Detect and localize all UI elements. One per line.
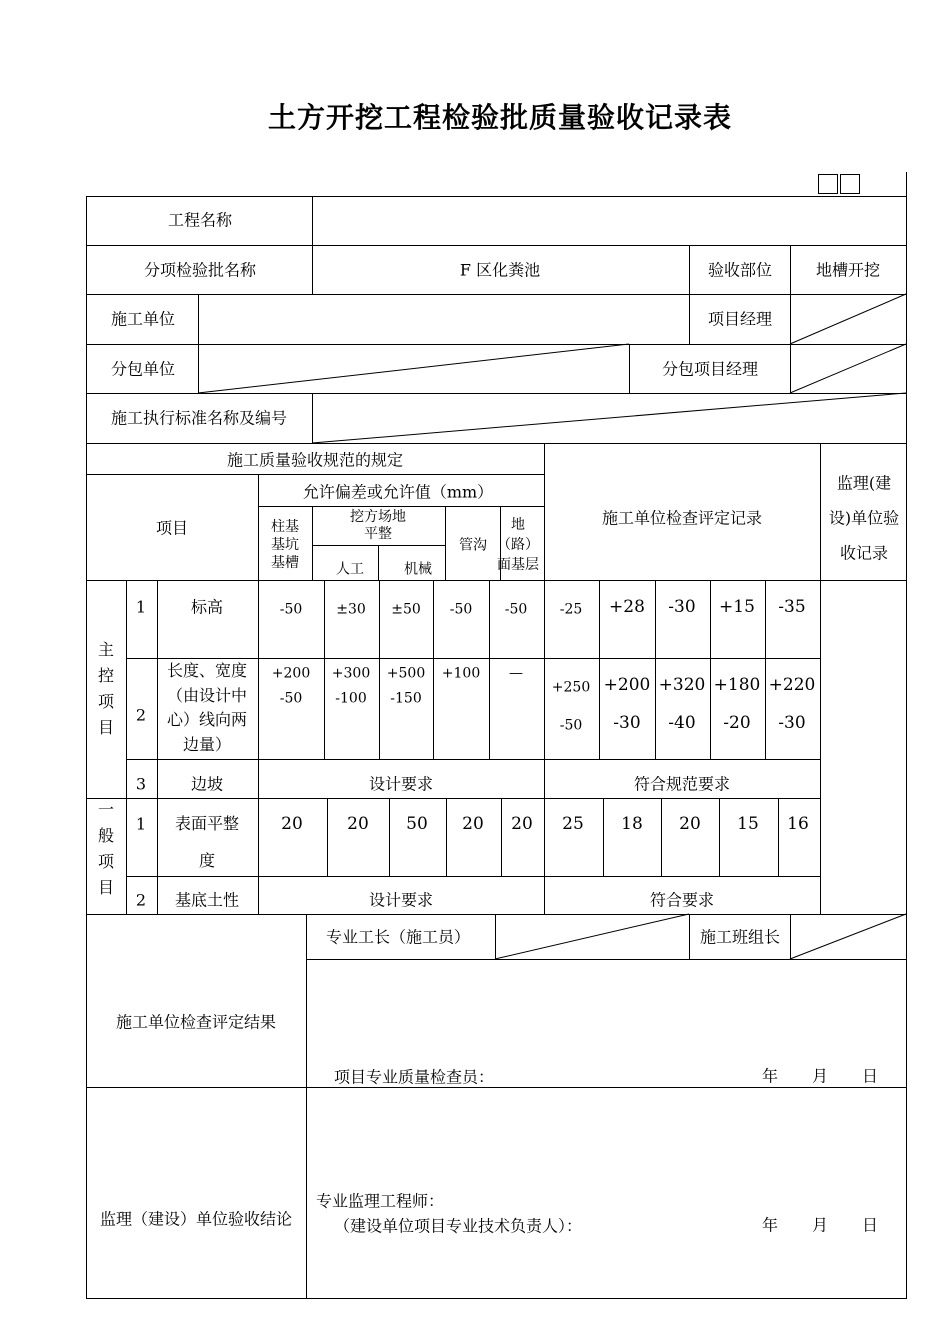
spec-section-label: 施工质量验收规范的规定 — [226, 450, 404, 470]
main-row3-name: 边坡 — [190, 774, 224, 794]
conclusion-section-label: 监理（建设）单位验收结论 — [99, 1209, 293, 1229]
result-month: 月 — [811, 1066, 829, 1086]
main-row2-allow-top: +200 — [271, 665, 311, 682]
general-row2-name: 基底土性 — [174, 890, 240, 910]
main-row1-allow: -50 — [279, 601, 303, 618]
main-row2-measured-top: +250 — [551, 679, 591, 696]
result-year: 年 — [761, 1066, 779, 1086]
inspector-label: 项目专业质量检查员： — [334, 1067, 495, 1087]
conclusion-day: 日 — [861, 1215, 879, 1235]
main-row3-allow: 设计要求 — [368, 774, 434, 794]
main-row1-allow: ±30 — [336, 601, 366, 618]
result-day: 日 — [861, 1066, 879, 1086]
main-row2-measured-bottom: -40 — [668, 712, 696, 733]
general-group-label: 一般项目 — [97, 800, 114, 897]
general-row1-allow: 20 — [511, 813, 533, 834]
project-manager-label: 项目经理 — [707, 309, 773, 329]
result-section-label: 施工单位检查评定结果 — [115, 1012, 277, 1032]
main-row1-name: 标高 — [190, 597, 224, 617]
page-title: 土方开挖工程检验批质量验收记录表 — [267, 101, 732, 134]
main-row2-allow-bottom: -50 — [279, 690, 303, 707]
col-road-label: 地（路）面基层 — [497, 517, 539, 573]
general-row1-allow: 20 — [281, 813, 303, 834]
general-row1-no: 1 — [135, 814, 147, 834]
main-row1-measured: +28 — [609, 596, 645, 617]
main-row1-allow: ±50 — [391, 601, 421, 618]
allowance-label: 允许偏差或允许值（mm） — [302, 482, 494, 502]
main-row1-allow: -50 — [504, 601, 528, 618]
general-row1-measured: 16 — [787, 813, 809, 834]
conclusion-year: 年 — [761, 1215, 779, 1235]
main-row1-measured: -35 — [778, 596, 806, 617]
batch-name-label: 分项检验批名称 — [143, 260, 257, 280]
main-row2-measured-bottom: -30 — [613, 712, 641, 733]
main-row2-measured-top: +220 — [768, 674, 816, 695]
main-row2-allow-top: +100 — [441, 665, 481, 682]
general-row1-allow: 50 — [406, 813, 428, 834]
general-row1-measured: 15 — [737, 813, 759, 834]
general-row1-measured: 18 — [621, 813, 643, 834]
subcontract-unit-label: 分包单位 — [110, 359, 176, 379]
foreman-label: 专业工长（施工员） — [325, 927, 471, 947]
main-row1-measured: +15 — [719, 596, 755, 617]
batch-name-value[interactable]: F 区化粪池 — [459, 260, 541, 280]
col-trench-label: 管沟 — [459, 537, 487, 554]
construction-unit-label: 施工单位 — [110, 309, 176, 329]
col-machine-label: 机械 — [404, 561, 432, 578]
general-row1-allow: 20 — [462, 813, 484, 834]
inspection-part-value[interactable]: 地槽开挖 — [815, 260, 881, 280]
main-row1-measured: -30 — [668, 596, 696, 617]
checkbox-square — [818, 174, 838, 194]
general-row2-record: 符合要求 — [649, 890, 715, 910]
col-grading-label: 挖方场地平整 — [350, 509, 406, 542]
main-row3-no: 3 — [135, 774, 147, 794]
corner-checkboxes — [818, 174, 862, 194]
main-row2-allow-top: +300 — [331, 665, 371, 682]
item-label: 项目 — [155, 518, 189, 538]
main-row2-measured-top: +200 — [603, 674, 651, 695]
general-row1-allow: 20 — [347, 813, 369, 834]
subcontract-manager-label: 分包项目经理 — [661, 359, 759, 379]
checkbox-square — [840, 174, 860, 194]
main-row2-allow-bottom: -150 — [390, 690, 422, 707]
main-group-label: 主控项目 — [97, 640, 114, 737]
general-row1-name: 表面平整度 — [174, 814, 239, 870]
project-name-label: 工程名称 — [167, 210, 233, 230]
main-row2-no: 2 — [135, 705, 147, 725]
col-manual-label: 人工 — [336, 561, 364, 578]
general-row1-measured: 25 — [562, 813, 584, 834]
main-row2-measured-top: +180 — [713, 674, 761, 695]
general-row1-measured: 20 — [679, 813, 701, 834]
main-row1-measured: -25 — [559, 601, 583, 618]
main-row2-measured-top: +320 — [658, 674, 706, 695]
standard-label: 施工执行标准名称及编号 — [110, 408, 288, 428]
check-record-label: 施工单位检查评定记录 — [601, 508, 763, 528]
inspection-part-label: 验收部位 — [707, 260, 773, 280]
supervision-label: 监理(建设)单位验收记录 — [828, 473, 900, 563]
owner-label: （建设单位项目专业技术负责人）： — [334, 1216, 583, 1236]
main-row2-allow-bottom: -100 — [335, 690, 367, 707]
conclusion-month: 月 — [811, 1215, 829, 1235]
general-row2-allow: 设计要求 — [368, 890, 434, 910]
col-pit-label: 柱基基坑基槽 — [271, 519, 299, 571]
main-row1-allow: -50 — [449, 601, 473, 618]
team-leader-label: 施工班组长 — [699, 927, 781, 947]
main-row2-name: 长度、宽度（由设计中心）线向两边量） — [166, 661, 247, 754]
engineer-label: 专业监理工程师： — [316, 1191, 445, 1211]
main-row2-measured-bottom: -50 — [559, 717, 583, 734]
main-row2-measured-bottom: -20 — [723, 712, 751, 733]
main-row3-record: 符合规范要求 — [633, 774, 731, 794]
general-row2-no: 2 — [135, 890, 147, 910]
main-row1-no: 1 — [135, 597, 147, 617]
main-row2-allow-top: +500 — [386, 665, 426, 682]
main-row2-allow-top: — — [509, 665, 523, 682]
main-row2-measured-bottom: -30 — [778, 712, 806, 733]
